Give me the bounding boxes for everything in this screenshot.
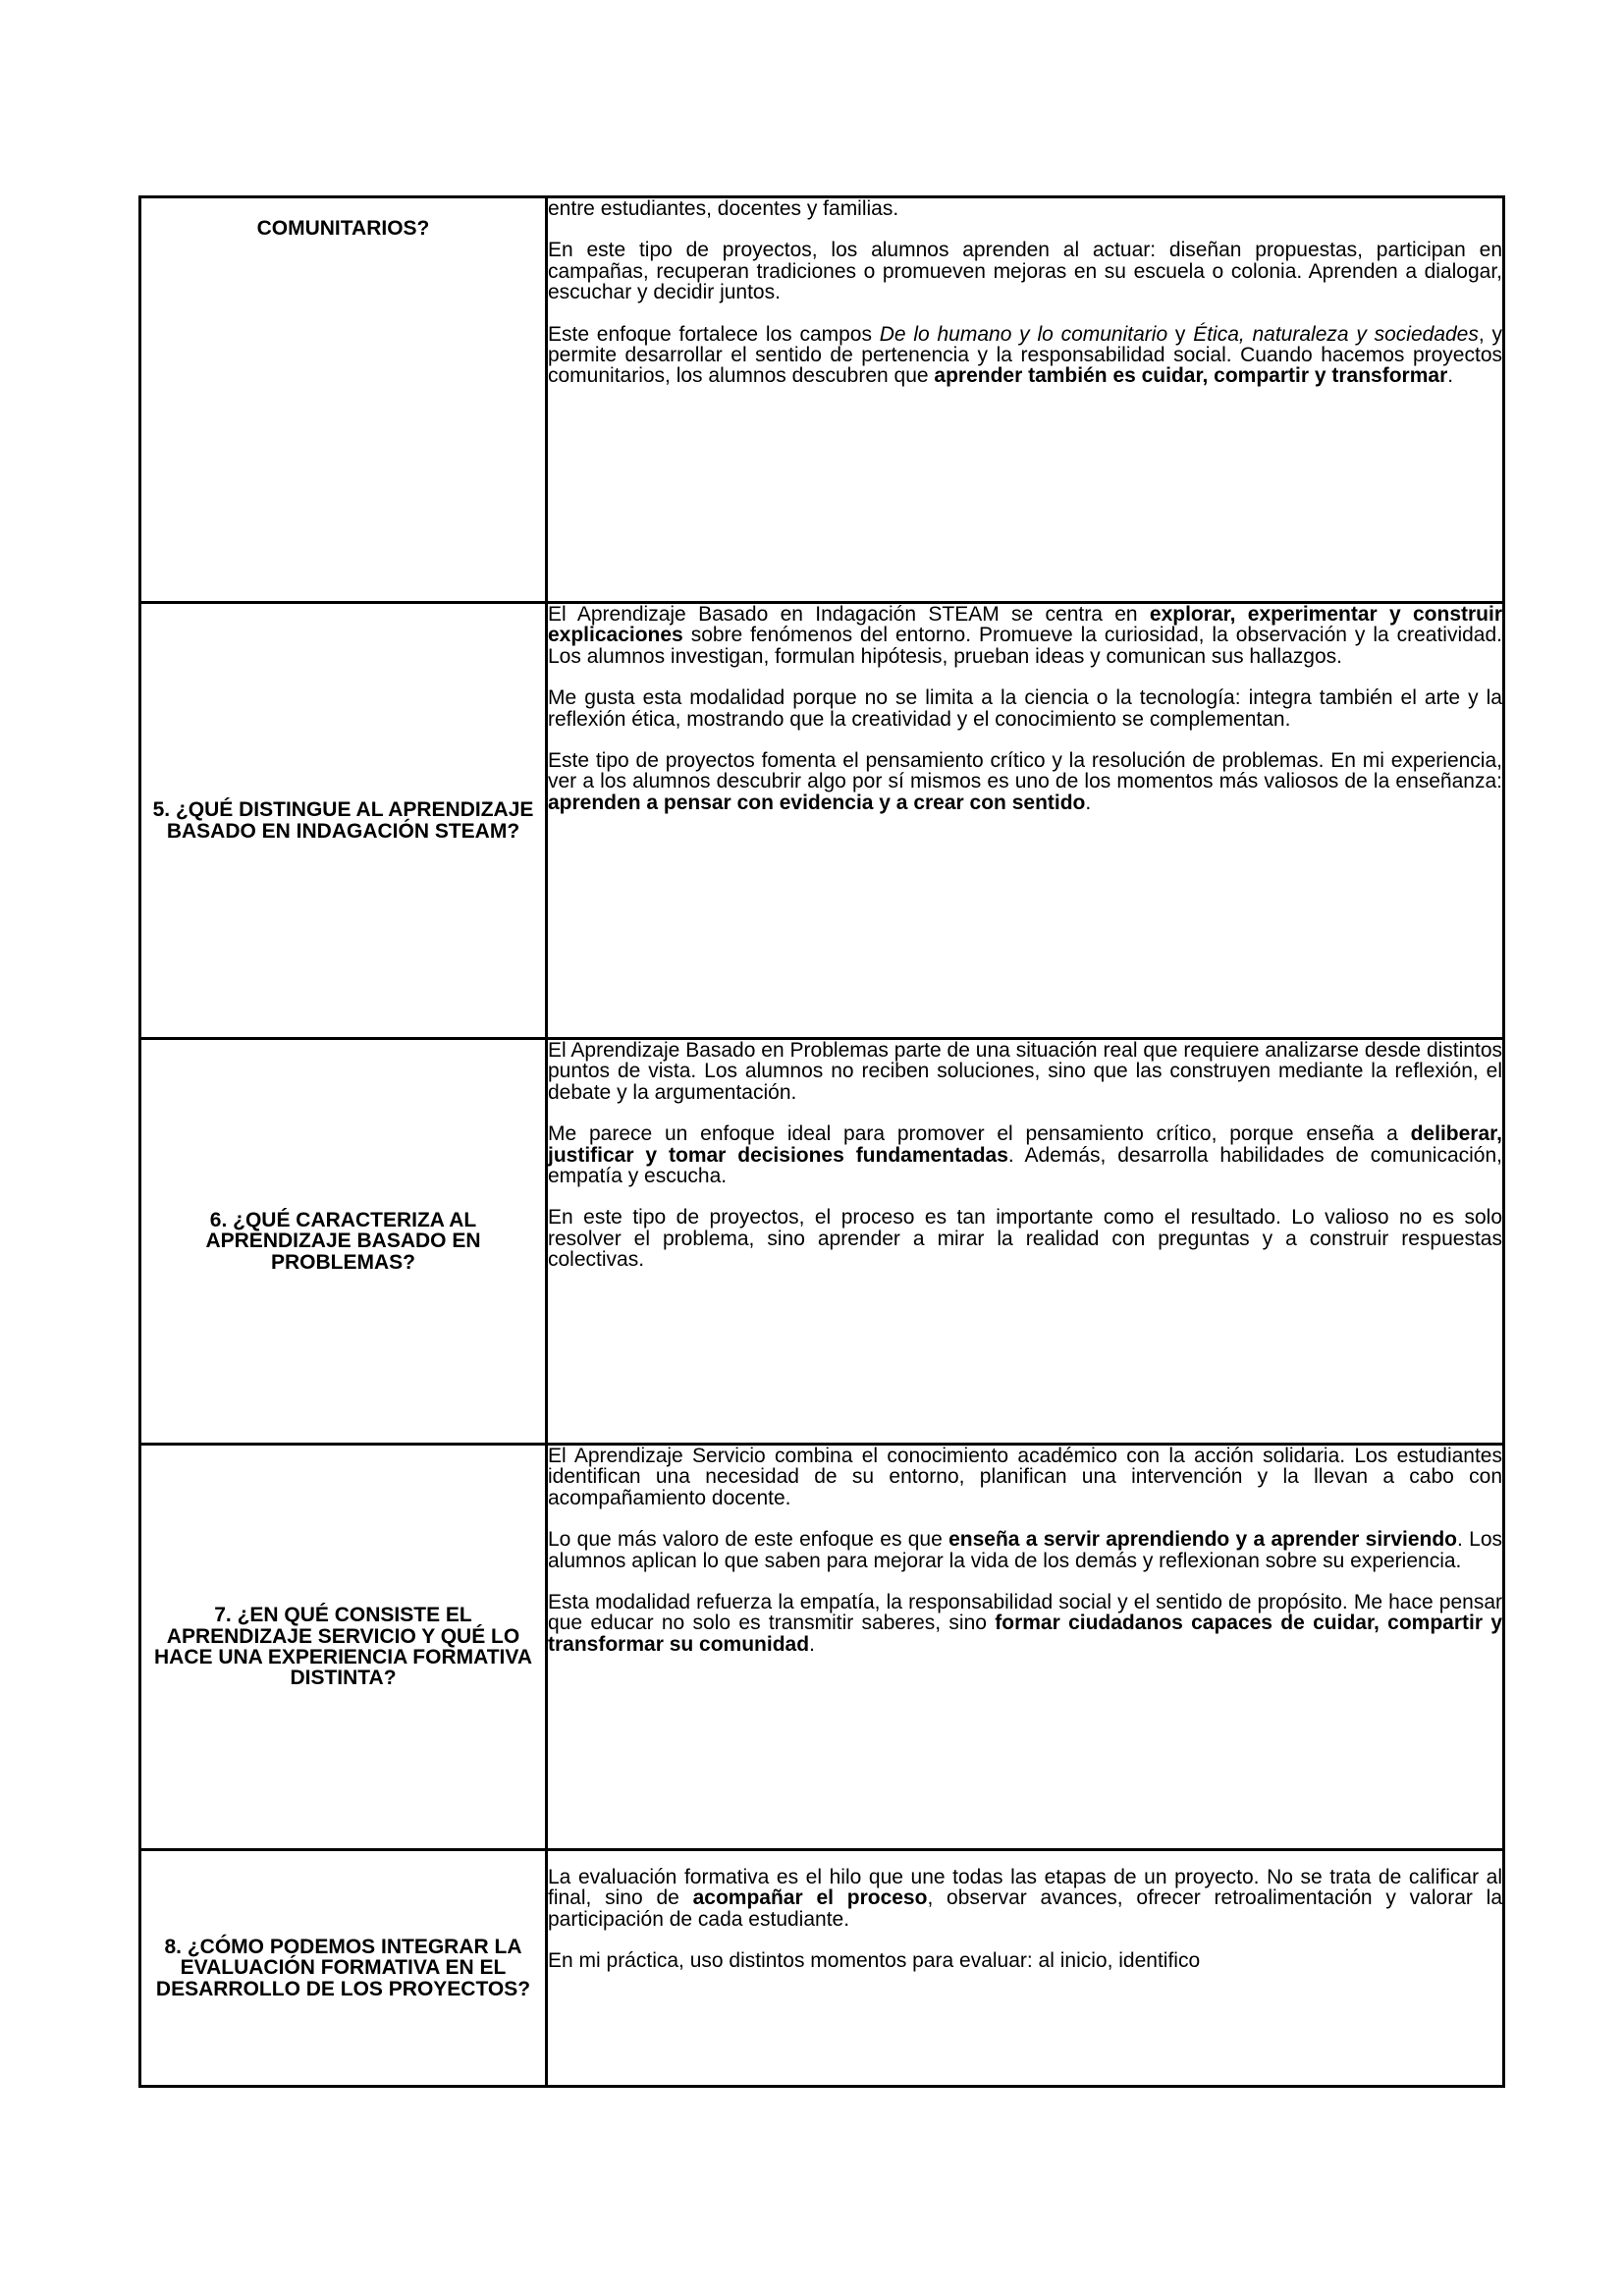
text-segment: Esta modalidad refuerza la empatía, la responsabilidad social y el sentido de propósito. Me hace pensar que educar no solo es transmitir saberes, sino [548, 1591, 1502, 1635]
question-text: COMUNITARIOS? [256, 217, 430, 240]
table-row [140, 197, 1504, 603]
text-segment: . [1085, 791, 1092, 814]
answer-paragraph [548, 198, 1502, 219]
answer-paragraph [548, 750, 1502, 813]
question-text: 7. ¿EN QUÉ CONSISTE EL APRENDIZAJE SERVICIO Y QUÉ LO HACE UNA EXPERIENCIA FORMATIVA DISTINTA? [153, 1604, 532, 1690]
text-segment: , y permite desarrollar el sentido de pertenencia y la responsabilidad social. Cuando hacemos proyectos comunitarios, los alumnos descubren que [548, 322, 1502, 388]
text-segment: En este tipo de proyectos, el proceso es tan importante como el resultado. Lo valioso no es solo resolver el problema, sino aprender a mirar la realidad con preguntas y a construir respuestas colectivas. [548, 1206, 1502, 1272]
answer-paragraph [548, 1040, 1502, 1103]
question-cell [140, 1445, 547, 1850]
text-segment: En mi práctica, uso distintos momentos para evaluar: al inicio, identifico [548, 1949, 1201, 1973]
question-cell [140, 1850, 547, 2087]
answer-cell [547, 1039, 1504, 1445]
text-segment: Me parece un enfoque ideal para promover el pensamiento crítico, porque enseña a [548, 1122, 1411, 1146]
question-cell [140, 197, 547, 603]
answer-paragraph [548, 240, 1502, 302]
bold-segment: aprenden a pensar con evidencia y a crear con sentido [548, 791, 1086, 814]
question-text: 6. ¿QUÉ CARACTERIZA AL APRENDIZAJE BASADO EN PROBLEMAS? [205, 1208, 481, 1274]
bold-segment: deliberar, justificar y tomar decisiones fundamentadas [548, 1122, 1502, 1167]
text-segment: El Aprendizaje Basado en Problemas parte de una situación real que requiere analizarse desde distintos puntos de vista. Los alumnos no reciben soluciones, sino que las construyen mediante la reflexión, el debate y la argumentación. [548, 1039, 1502, 1104]
answer-cell [547, 603, 1504, 1039]
question-cell [140, 603, 547, 1039]
answer-paragraph [548, 1446, 1502, 1508]
answer-paragraph [548, 1123, 1502, 1186]
text-segment: sobre fenómenos del entorno. Promueve la curiosidad, la observación y la creatividad. Los alumnos investigan, formulan hipótesis, prueban ideas y comunican sus hallazgos. [548, 624, 1502, 668]
text-segment: La evaluación formativa es el hilo que une todas las etapas de un proyecto. No se trata de calificar al final, sino de [548, 1866, 1502, 1910]
text-segment: Este enfoque fortalece los campos [548, 322, 880, 346]
qa-table [138, 195, 1505, 2088]
text-segment: En este tipo de proyectos, los alumnos aprenden al actuar: diseñan propuestas, participan en campañas, recuperan tradiciones o promueven mejoras en su escuela o colonia. Aprenden a dialogar, escuchar y decidir juntos. [548, 239, 1502, 304]
answer-paragraph [548, 1207, 1502, 1270]
answer-paragraph [548, 1867, 1502, 1930]
text-segment: Me gusta esta modalidad porque no se limita a la ciencia o la tecnología: integra también el arte y la reflexión ética, mostrando que la creatividad y el conocimiento se complementan. [548, 686, 1502, 731]
italic-segment: De lo humano y lo comunitario [879, 322, 1168, 346]
answer-paragraph [548, 1529, 1502, 1571]
question-text: 8. ¿CÓMO PODEMOS INTEGRAR LA EVALUACIÓN FORMATIVA EN EL DESARROLLO DE LOS PROYECTOS? [155, 1935, 531, 2000]
text-segment: El Aprendizaje Basado en Indagación STEAM se centra en [548, 603, 1150, 626]
text-segment: , observar avances, ofrecer retroalimentación y valorar la participación de cada estudiante. [548, 1886, 1503, 1931]
text-segment: . Los alumnos aplican lo que saben para mejorar la vida de los demás y reflexionan sobre su experiencia. [548, 1528, 1503, 1572]
answer-paragraph [548, 1592, 1502, 1655]
question-cell [140, 1039, 547, 1445]
answer-paragraph [548, 687, 1502, 730]
bold-segment: acompañar el proceso [692, 1886, 928, 1910]
text-segment: Lo que más valoro de este enfoque es que [548, 1528, 949, 1552]
text-segment: . [1447, 364, 1454, 388]
text-segment: Este tipo de proyectos fomenta el pensamiento crítico y la resolución de problemas. En mi experiencia, ver a los alumnos descubrir algo por sí mismos es uno de los momentos más valiosos de la enseñanza: [548, 749, 1502, 793]
bold-segment: aprender también es cuidar, compartir y transformar [934, 364, 1448, 388]
answer-paragraph [548, 1950, 1502, 1971]
answer-paragraph [548, 324, 1502, 387]
question-text: 5. ¿QUÉ DISTINGUE AL APRENDIZAJE BASADO EN INDAGACIÓN STEAM? [152, 798, 534, 843]
answer-cell [547, 1850, 1504, 2087]
text-segment: entre estudiantes, docentes y familias. [548, 197, 899, 220]
table-row [140, 1850, 1504, 2087]
answer-paragraph [548, 604, 1502, 667]
text-segment: El Aprendizaje Servicio combina el conocimiento académico con la acción solidaria. Los estudiantes identifican una necesidad de su entorno, planifican una intervención y la llevan a cabo con acompañamiento docente. [548, 1445, 1502, 1509]
table-row [140, 1445, 1504, 1850]
table-row [140, 603, 1504, 1039]
bold-segment: formar ciudadanos capaces de cuidar, compartir y transformar su comunidad [548, 1612, 1502, 1656]
table-row [140, 1039, 1504, 1445]
text-segment: . [809, 1632, 815, 1656]
italic-segment: Ética, naturaleza y sociedades [1193, 322, 1479, 346]
bold-segment: explorar, experimentar y construir explicaciones [548, 603, 1503, 647]
answer-cell [547, 1445, 1504, 1850]
text-segment: y [1167, 322, 1194, 346]
bold-segment: enseña a servir aprendiendo y a aprender sirviendo [948, 1528, 1458, 1552]
text-segment: . Además, desarrolla habilidades de comunicación, empatía y escucha. [548, 1143, 1502, 1188]
answer-cell [547, 197, 1504, 603]
